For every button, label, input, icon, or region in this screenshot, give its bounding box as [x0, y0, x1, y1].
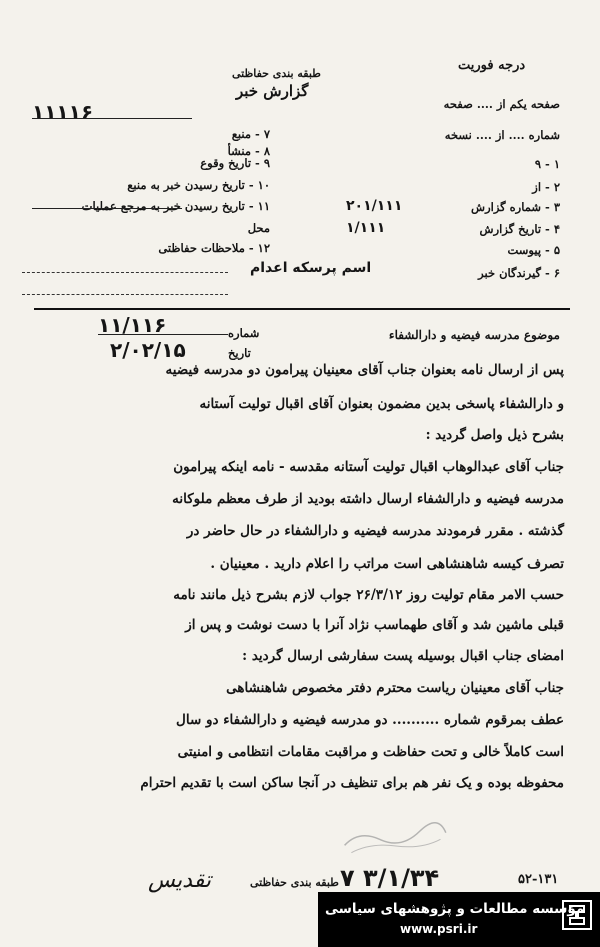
attachment-field: ۵ - پیوست	[507, 243, 560, 257]
classification-label: طبقه بندی حفاظتی	[232, 67, 321, 80]
faded-stamp	[339, 814, 452, 859]
handwritten-source: ۱۱۱۱۶	[32, 100, 94, 124]
source-field: ۷ - منبع	[231, 127, 270, 141]
subject-date-label: تاریخ	[228, 346, 251, 360]
body-line: گذشته . مقرر فرمودند مدرسه فیضیه و دارالشفاء در حال حاضر در	[186, 523, 564, 539]
operations-date-field: ۱۱ - تاریخ رسیدن خبر به مرجع عملیات	[81, 199, 270, 213]
section-separator	[34, 308, 570, 310]
security-notes-field: ۱۲ - ملاحظات حفاظتی	[158, 241, 270, 255]
body-line: بشرح ذیل واصل گردید :	[425, 427, 564, 443]
page-count-field: صفحه یکم از .... صفحه	[443, 97, 560, 111]
body-line: امضای جناب اقبال بوسیله پست سفارشی ارسال گردید :	[242, 648, 564, 664]
body-line: و دارالشفاء پاسخی بدین مضمون بعنوان آقای اقبال تولیت آستانه	[199, 396, 564, 412]
received-date-field: ۱۰ - تاریخ رسیدن خبر به منبع	[127, 178, 270, 192]
handwritten-report-date: ۱/۱۱۱	[346, 220, 386, 236]
handwritten-report-number: ۲۰۱/۱۱۱	[346, 198, 403, 214]
body-line: جناب آقای عبدالوهاب اقبال تولیت آستانه مقدسه - نامه اینکه پیرامون	[173, 459, 564, 475]
body-line: حسب الامر مقام تولیت روز ۲۶/۳/۱۲ جواب لازم بشرح ذیل مانند نامه	[173, 587, 564, 603]
occurrence-date-field: ۹ - تاریخ وقوع	[200, 156, 270, 170]
origin-field: ۸ - منشأ	[227, 144, 270, 158]
handwritten-subject-date: ۲/۰۲/۱۵	[110, 338, 186, 362]
blank-line	[22, 272, 228, 273]
recipients-field: ۶ - گیرندگان خبر	[478, 266, 560, 280]
report-number-field: ۳ - شماره گزارش	[471, 200, 560, 214]
urgency-label: درجه فوریت	[458, 58, 526, 73]
body-line: پس از ارسال نامه بعنوان جناب آقای معینیان پیرامون دو مدرسه فیضیه	[165, 362, 564, 378]
blank-line	[22, 294, 228, 295]
institute-name: مؤسسه مطالعات و پژوهشهای سیاسی	[325, 901, 585, 917]
report-date-field: ۴ - تاریخ گزارش	[479, 222, 560, 236]
body-line: عطف بمرقوم شماره .......... دو مدرسه فیضیه و دارالشفاء دو سال	[176, 712, 564, 728]
body-line: تصرف کیسه شاهنشاهی است مراتب را اعلام دارید . معینیان .	[210, 556, 564, 572]
handwritten-recipients: اسم پرسکه اعدام	[250, 260, 372, 276]
subject-label	[389, 328, 560, 342]
body-line: محفوظه بوده و یک نفر هم برای تنظیف در آنجا ساکن است با تقدیم احترام	[140, 775, 564, 791]
subject-text: مدرسه فیضیه و دارالشفاء	[388, 328, 520, 342]
document-code: ۵۲-۱۳۱	[518, 872, 559, 887]
handwritten-footer-date: ۷ ۳/۱/۳۴	[340, 864, 440, 892]
handwritten-signature: تقدیس	[148, 868, 211, 893]
footer-classification: طبقه بندی حفاظتی	[250, 876, 339, 889]
body-line: مدرسه فیضیه و دارالشفاء ارسال داشته بودید از طرف معظم ملوکانه	[172, 491, 564, 507]
subject-number-label: شماره	[228, 326, 260, 340]
strike-line	[32, 118, 192, 119]
subject-label-text: موضوع	[523, 328, 560, 342]
underline	[98, 334, 228, 335]
location-field: محل	[247, 221, 270, 235]
handwritten-subject-number: ۱۱/۱۱۶	[98, 313, 167, 337]
field-2: ۲ - از	[532, 180, 560, 194]
institute-url: www.psri.ir	[400, 922, 478, 936]
field-1: ۱ - ۹	[534, 157, 560, 171]
form-title: گزارش خبر	[236, 82, 309, 100]
body-line: است کاملاً خالی و تحت حفاظت و مراقبت مقامات انتظامی و امنیتی	[177, 744, 564, 760]
body-line: قبلی ماشین شد و آقای طهماسب نژاد آنرا با دست نوشت و پس از	[185, 617, 564, 633]
body-line: جناب آقای معینیان ریاست محترم دفتر مخصوص شاهنشاهی	[226, 680, 564, 696]
copy-number-field: شماره .... از .... نسخه	[444, 128, 560, 142]
strike-line	[32, 208, 182, 209]
